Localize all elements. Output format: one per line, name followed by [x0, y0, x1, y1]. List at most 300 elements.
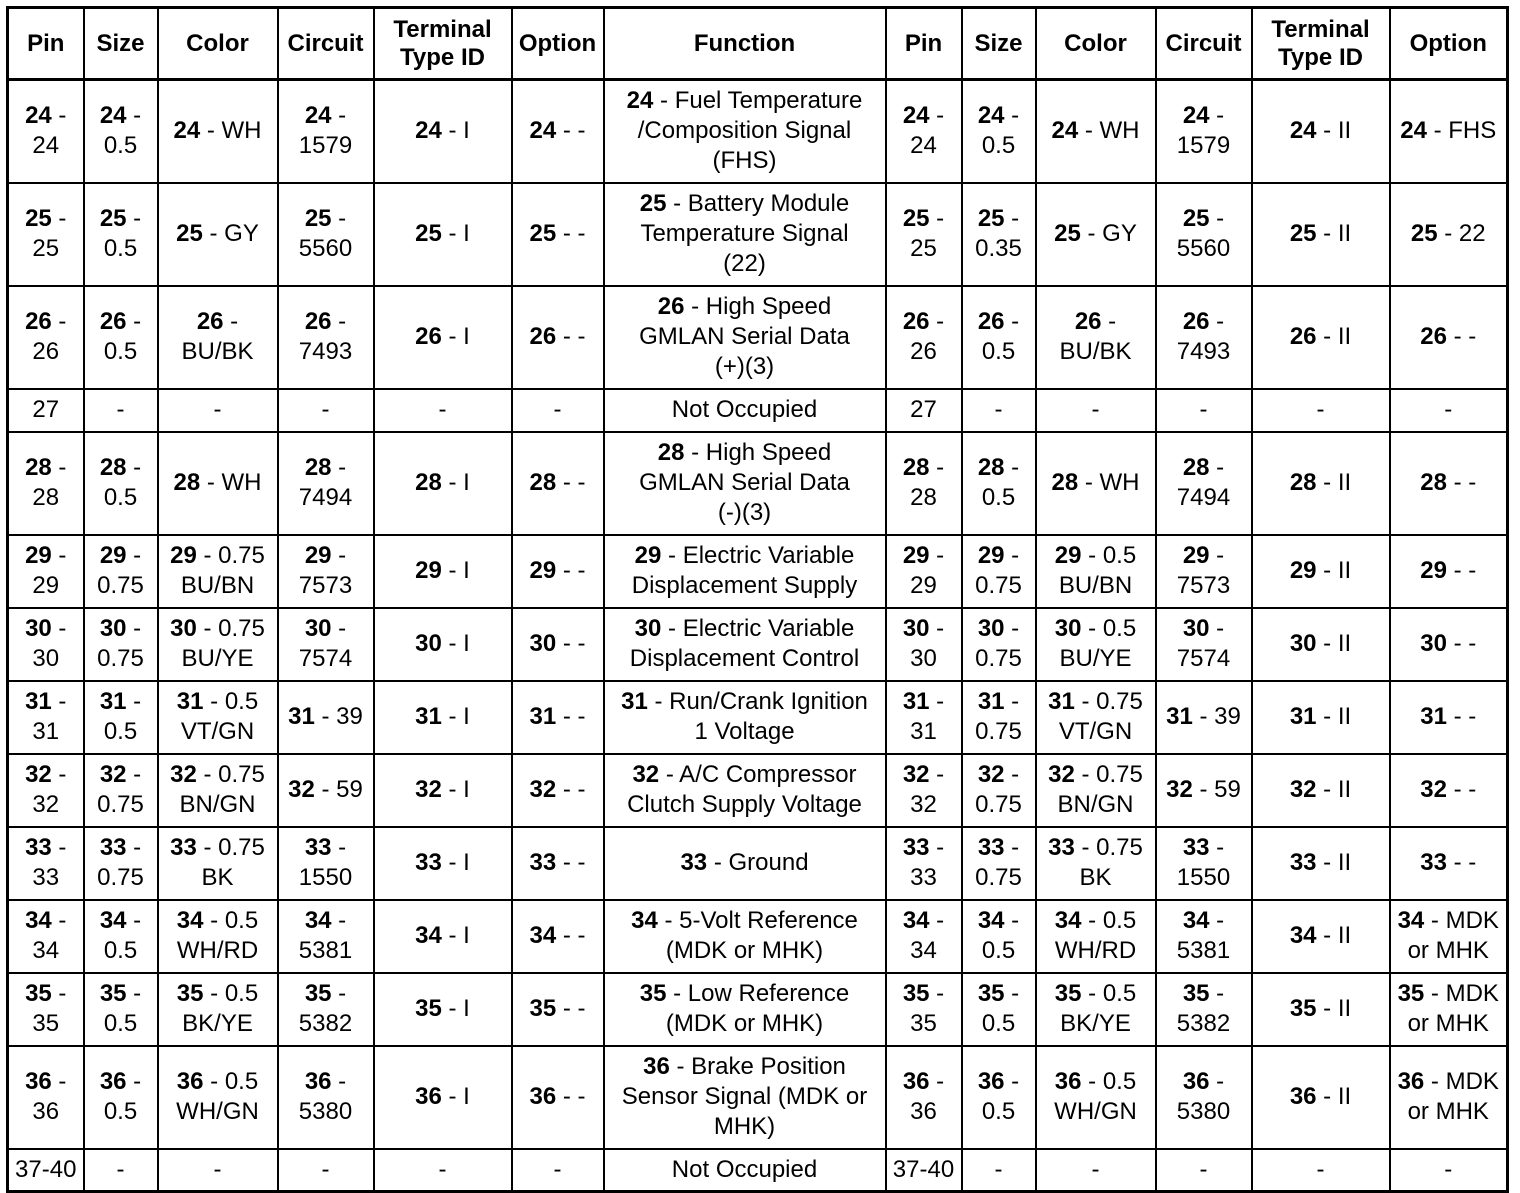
table-cell [1036, 608, 1156, 681]
cell-text: - Brake Position Sensor Signal (MDK or MHK) [621, 1053, 868, 1140]
table-cell [278, 973, 374, 1046]
pin-number-bold: 31 [99, 688, 127, 715]
pin-number-bold: 32 [529, 776, 557, 803]
pin-number-bold: 28 [529, 469, 557, 496]
pin-number-bold: 25 [1054, 220, 1081, 247]
table-cell [604, 535, 886, 608]
table-cell [278, 535, 374, 608]
cell-text: - II [1316, 995, 1352, 1022]
table-cell [158, 389, 278, 432]
pin-number-bold: 30 [634, 615, 662, 642]
table-cell [1390, 754, 1508, 827]
cell-text: - 0.5 [103, 688, 142, 745]
pin-number-bold: 24 [1289, 117, 1317, 145]
table-cell [604, 432, 886, 535]
table-cell [512, 681, 604, 754]
table-cell [1252, 535, 1390, 608]
cell-text: - - [556, 469, 586, 496]
table-cell [1252, 608, 1390, 681]
table-cell [512, 389, 604, 432]
table-cell [604, 183, 886, 286]
table-row [8, 681, 1508, 754]
cell-text: - 30 [32, 615, 67, 672]
pin-number-bold: 29 [529, 557, 557, 584]
pin-number-bold: 34 [529, 922, 557, 949]
table-cell [1252, 80, 1390, 183]
cell-text: - 5381 [298, 907, 353, 964]
pin-number-bold: 32 [632, 761, 660, 788]
cell-text: - 5380 [1176, 1068, 1231, 1125]
pin-number-bold: 34 [631, 907, 658, 934]
pin-number-bold: 25 [977, 205, 1005, 232]
cell-text: - 7493 [1176, 308, 1231, 365]
cell-text: - - [1446, 776, 1477, 803]
table-cell [1156, 681, 1252, 754]
table-cell [1156, 900, 1252, 973]
cell-text: - [321, 1155, 330, 1183]
cell-text: - II [1316, 703, 1352, 730]
pin-number-bold: 29 [170, 542, 197, 569]
cell-text: - [1199, 396, 1208, 423]
pin-number-bold: 33 [1289, 849, 1317, 876]
pin-number-bold: 29 [634, 542, 662, 569]
table-cell [8, 432, 84, 535]
table-cell [1156, 389, 1252, 432]
table-cell [1156, 754, 1252, 827]
table-cell [1036, 827, 1156, 900]
cell-text: - [1444, 396, 1453, 423]
cell-text: - 25 [910, 205, 945, 262]
table-cell [278, 827, 374, 900]
pin-number-bold: 32 [99, 761, 127, 788]
pin-number-bold: 28 [1051, 469, 1079, 496]
pin-number-bold: 35 [639, 980, 667, 1007]
pin-number-bold: 36 [1397, 1068, 1425, 1095]
table-cell [886, 681, 962, 754]
table-cell [604, 827, 886, 900]
cell-text: - [116, 1155, 125, 1183]
cell-text: - - [556, 630, 586, 657]
table-cell [374, 1046, 512, 1149]
pin-number-bold: 28 [173, 469, 201, 496]
table-cell [1252, 1046, 1390, 1149]
pin-number-bold: 30 [902, 615, 930, 642]
cell-text: - High Speed GMLAN Serial Data (-)(3) [639, 439, 850, 526]
cell-text: - WH [200, 469, 262, 496]
cell-text: - II [1316, 323, 1352, 350]
pin-number-bold: 34 [99, 907, 127, 934]
table-cell [512, 827, 604, 900]
table-cell [512, 608, 604, 681]
cell-text: - II [1316, 849, 1352, 876]
cell-text: - 0.5 [103, 907, 142, 964]
table-row [8, 535, 1508, 608]
pin-number-bold: 30 [170, 615, 197, 642]
table-cell [886, 754, 962, 827]
table-cell [512, 286, 604, 389]
table-row [8, 1046, 1508, 1149]
cell-text: - GY [1080, 220, 1137, 247]
table-cell [158, 1046, 278, 1149]
cell-text: - WH [1078, 469, 1140, 496]
table-cell [374, 535, 512, 608]
table-cell [374, 973, 512, 1046]
table-cell [158, 608, 278, 681]
cell-text: - II [1316, 469, 1352, 496]
table-cell [84, 80, 158, 183]
table-cell [8, 900, 84, 973]
table-cell [278, 608, 374, 681]
table-row [8, 183, 1508, 286]
table-cell [8, 827, 84, 900]
table-cell [512, 535, 604, 608]
pin-number-bold: 31 [977, 688, 1005, 715]
pin-number-bold: 31 [1048, 688, 1075, 715]
pin-number-bold: 33 [680, 849, 708, 876]
cell-text: - 59 [314, 776, 363, 803]
cell-text: - I [441, 220, 470, 247]
table-cell [8, 1149, 84, 1192]
cell-text: - 28 [910, 454, 945, 511]
pin-number-bold: 34 [25, 907, 52, 934]
pin-number-bold: 33 [170, 834, 197, 861]
pin-number-bold: 36 [176, 1068, 204, 1095]
cell-text: - 0.5 WH/GN [1054, 1068, 1137, 1125]
cell-text: - II [1316, 220, 1352, 247]
cell-text: - High Speed GMLAN Serial Data (+)(3) [639, 293, 850, 380]
cell-text: - [321, 396, 330, 423]
table-cell [278, 1149, 374, 1192]
cell-text: - 35 [32, 980, 67, 1037]
pin-number-bold: 24 [977, 102, 1005, 130]
pin-number-bold: 32 [977, 761, 1005, 788]
table-cell [1252, 389, 1390, 432]
table-row [8, 389, 1508, 432]
pin-number-bold: 35 [1054, 980, 1082, 1007]
cell-text: - 0.5 [981, 1068, 1020, 1125]
table-cell [84, 535, 158, 608]
table-cell [374, 389, 512, 432]
pin-number-bold: 31 [415, 703, 442, 730]
pin-number-bold: 25 [176, 220, 203, 247]
pin-number-bold: 28 [25, 454, 52, 481]
pin-number-bold: 35 [529, 995, 557, 1022]
cell-text: - I [441, 776, 470, 803]
cell-text: - Fuel Temperature /Composition Signal (FHS) [637, 87, 863, 175]
cell-text: - [1316, 396, 1325, 423]
cell-text: - 39 [1192, 703, 1241, 730]
table-cell [1036, 681, 1156, 754]
pin-number-bold: 24 [304, 102, 332, 130]
pin-number-bold: 26 [99, 308, 127, 335]
cell-text: - 0.5 [981, 980, 1020, 1037]
pin-number-bold: 35 [415, 995, 442, 1022]
cell-text: - 0.75 [97, 761, 144, 818]
table-cell [1156, 608, 1252, 681]
pin-number-bold: 26 [25, 308, 52, 335]
pin-number-bold: 29 [304, 542, 332, 569]
table-cell [1036, 432, 1156, 535]
table-cell [1156, 827, 1252, 900]
pin-number-bold: 31 [1420, 703, 1447, 730]
pin-number-bold: 36 [25, 1068, 52, 1095]
cell-text: - - [1446, 557, 1477, 584]
table-cell [886, 535, 962, 608]
table-cell [84, 900, 158, 973]
cell-text: - 0.5 BK/YE [1060, 980, 1137, 1037]
cell-text: - - [1446, 703, 1477, 730]
table-cell [158, 535, 278, 608]
pin-number-bold: 30 [304, 615, 332, 642]
cell-text: - 0.5 BU/YE [1059, 615, 1137, 672]
pin-number-bold: 35 [176, 980, 204, 1007]
pin-number-bold: 30 [1054, 615, 1082, 642]
cell-text: - II [1316, 1083, 1352, 1110]
cell-text: - 29 [910, 542, 945, 599]
table-cell [1390, 535, 1508, 608]
table-cell [84, 389, 158, 432]
table-cell [1156, 973, 1252, 1046]
pin-number-bold: 29 [99, 542, 127, 569]
column-header: Option [512, 8, 604, 80]
pin-number-bold: 32 [1420, 776, 1447, 803]
cell-text: - I [441, 323, 470, 350]
table-cell [158, 973, 278, 1046]
pin-number-bold: 28 [1182, 454, 1210, 481]
column-header: Size [962, 8, 1036, 80]
table-cell [886, 1149, 962, 1192]
cell-text: - 35 [910, 980, 945, 1037]
pin-number-bold: 25 [902, 205, 930, 232]
table-cell [158, 754, 278, 827]
table-cell [962, 80, 1036, 183]
cell-text: - GY [202, 220, 259, 247]
table-cell [278, 183, 374, 286]
table-cell [1390, 389, 1508, 432]
cell-text: - [1316, 1155, 1325, 1183]
pin-number-bold: 30 [415, 630, 442, 657]
cell-text: - 0.5 [981, 308, 1020, 365]
table-cell [84, 1149, 158, 1192]
table-cell [512, 1046, 604, 1149]
table-cell [1156, 432, 1252, 535]
table-cell [512, 900, 604, 973]
pin-number-bold: 33 [529, 849, 557, 876]
table-row [8, 286, 1508, 389]
table-cell [512, 973, 604, 1046]
cell-text: - [213, 396, 222, 423]
cell-text: - 0.5 [103, 980, 142, 1037]
table-cell [158, 80, 278, 183]
table-cell [962, 973, 1036, 1046]
cell-text: - - [556, 220, 586, 247]
cell-text: - - [556, 995, 586, 1022]
cell-text: - 7574 [1176, 615, 1231, 672]
pin-number-bold: 32 [1166, 776, 1193, 803]
cell-text: - 5382 [298, 980, 353, 1037]
pin-number-bold: 26 [196, 308, 224, 335]
pin-number-bold: 30 [529, 630, 557, 657]
pin-number-bold: 36 [1054, 1068, 1082, 1095]
column-header: Pin [8, 8, 84, 80]
pin-number-bold: 29 [415, 557, 442, 584]
pin-number-bold: 26 [415, 323, 442, 350]
table-cell [962, 827, 1036, 900]
table-cell [1036, 183, 1156, 286]
pin-number-bold: 36 [415, 1083, 442, 1110]
table-row [8, 900, 1508, 973]
table-cell [1390, 286, 1508, 389]
pin-number-bold: 36 [643, 1053, 670, 1080]
table-cell [8, 389, 84, 432]
cell-text: - I [441, 557, 470, 584]
table-row [8, 608, 1508, 681]
cell-text: - 0.75 BU/BN [180, 542, 265, 599]
cell-text: - [994, 1155, 1003, 1183]
table-cell [8, 608, 84, 681]
pin-number-bold: 25 [529, 220, 557, 247]
cell-text: - I [441, 703, 470, 730]
cell-text: - II [1316, 557, 1352, 584]
pin-number-bold: 35 [1289, 995, 1317, 1022]
cell-text: - [213, 1155, 222, 1183]
cell-text: - 0.75 BN/GN [179, 761, 265, 818]
table-cell [1252, 183, 1390, 286]
cell-text: - WH [200, 117, 262, 145]
cell-text: - MDK or MHK [1407, 980, 1499, 1037]
table-cell [8, 681, 84, 754]
pin-number-bold: 28 [415, 469, 442, 496]
pin-number-bold: 24 [1400, 117, 1427, 145]
table-cell [1036, 1046, 1156, 1149]
table-cell [1390, 608, 1508, 681]
table-cell [374, 183, 512, 286]
table-cell [886, 432, 962, 535]
pin-number-bold: 24 [902, 102, 930, 130]
pin-number-bold: 29 [1289, 557, 1317, 584]
cell-text: - - [1446, 469, 1477, 496]
pin-number-bold: 34 [1054, 907, 1082, 934]
pin-number-bold: 26 [1420, 323, 1447, 350]
pin-number-bold: 30 [99, 615, 127, 642]
pin-number-bold: 26 [1182, 308, 1210, 335]
cell-text: - I [441, 849, 470, 876]
cell-text: - [1199, 1155, 1208, 1183]
cell-text: - [438, 396, 447, 423]
cell-text: - BU/BK [181, 308, 254, 365]
table-cell [158, 827, 278, 900]
pin-number-bold: 33 [304, 834, 332, 861]
pin-number-bold: 31 [1289, 703, 1317, 730]
cell-text: - 33 [32, 834, 67, 891]
pin-number-bold: 24 [415, 117, 442, 145]
pin-number-bold: 36 [304, 1068, 332, 1095]
cell-text: - [116, 396, 125, 423]
pin-number-bold: 30 [1420, 630, 1447, 657]
table-cell [886, 608, 962, 681]
cell-text: - I [441, 922, 470, 949]
cell-text: 37-40 [15, 1155, 77, 1183]
table-row [8, 754, 1508, 827]
table-cell [8, 80, 84, 183]
table-cell [512, 183, 604, 286]
table-cell [374, 1149, 512, 1192]
pin-number-bold: 26 [977, 308, 1005, 335]
pin-number-bold: 34 [902, 907, 930, 934]
cell-text: - II [1316, 922, 1352, 949]
cell-text: - 1579 [298, 102, 353, 160]
cell-text: - 0.75 BU/YE [181, 615, 265, 672]
cell-text: - I [441, 117, 470, 145]
cell-text: 27 [32, 396, 60, 423]
pin-number-bold: 25 [25, 205, 52, 232]
pin-number-bold: 36 [1289, 1083, 1317, 1110]
table-cell [278, 80, 374, 183]
cell-text: Not Occupied [671, 1155, 818, 1183]
cell-text: - 31 [32, 688, 67, 745]
pin-number-bold: 36 [99, 1068, 127, 1095]
cell-text: - [553, 396, 562, 423]
cell-text: - 24 [32, 102, 67, 160]
cell-text: - 0.75 [975, 761, 1022, 818]
cell-text: - Electric Variable Displacement Control [629, 615, 860, 672]
cell-text: - - [1446, 323, 1477, 350]
pin-number-bold: 31 [1166, 703, 1193, 730]
table-cell [84, 432, 158, 535]
column-header: Terminal Type ID [374, 8, 512, 80]
cell-text: - 1550 [298, 834, 353, 891]
table-cell [1036, 286, 1156, 389]
header-row [8, 8, 1508, 80]
cell-text: - 7574 [298, 615, 353, 672]
cell-text: - 59 [1192, 776, 1241, 803]
table-cell [962, 900, 1036, 973]
cell-text: 27 [910, 396, 937, 423]
pin-number-bold: 25 [99, 205, 127, 232]
table-cell [278, 1046, 374, 1149]
cell-text: - 36 [32, 1068, 67, 1125]
pin-number-bold: 33 [1420, 849, 1447, 876]
cell-text: - 0.75 [975, 688, 1022, 745]
table-cell [374, 827, 512, 900]
cell-text: - 5382 [1176, 980, 1231, 1037]
cell-text: - 0.5 WH/GN [176, 1068, 259, 1125]
cell-text: - 22 [1437, 220, 1486, 247]
table-cell [886, 1046, 962, 1149]
pin-number-bold: 35 [304, 980, 332, 1007]
pin-number-bold: 26 [1074, 308, 1102, 335]
cell-text: - 0.5 WH/RD [176, 907, 259, 964]
cell-text: - 25 [32, 205, 67, 262]
cell-text: - - [1446, 849, 1477, 876]
table-cell [278, 286, 374, 389]
pin-number-bold: 30 [977, 615, 1005, 642]
pin-number-bold: 29 [25, 542, 52, 569]
cell-text: - 7494 [1176, 454, 1231, 511]
table-cell [512, 432, 604, 535]
cell-text: - 0.5 [103, 1068, 142, 1125]
pin-number-bold: 36 [977, 1068, 1005, 1095]
cell-text: - 0.5 [981, 454, 1020, 511]
table-cell [604, 286, 886, 389]
table-row [8, 432, 1508, 535]
table-cell [8, 1046, 84, 1149]
cell-text: - MDK or MHK [1407, 907, 1499, 964]
cell-text: - [553, 1155, 562, 1183]
table-cell [512, 754, 604, 827]
column-header: Circuit [1156, 8, 1252, 80]
pin-number-bold: 31 [176, 688, 204, 715]
